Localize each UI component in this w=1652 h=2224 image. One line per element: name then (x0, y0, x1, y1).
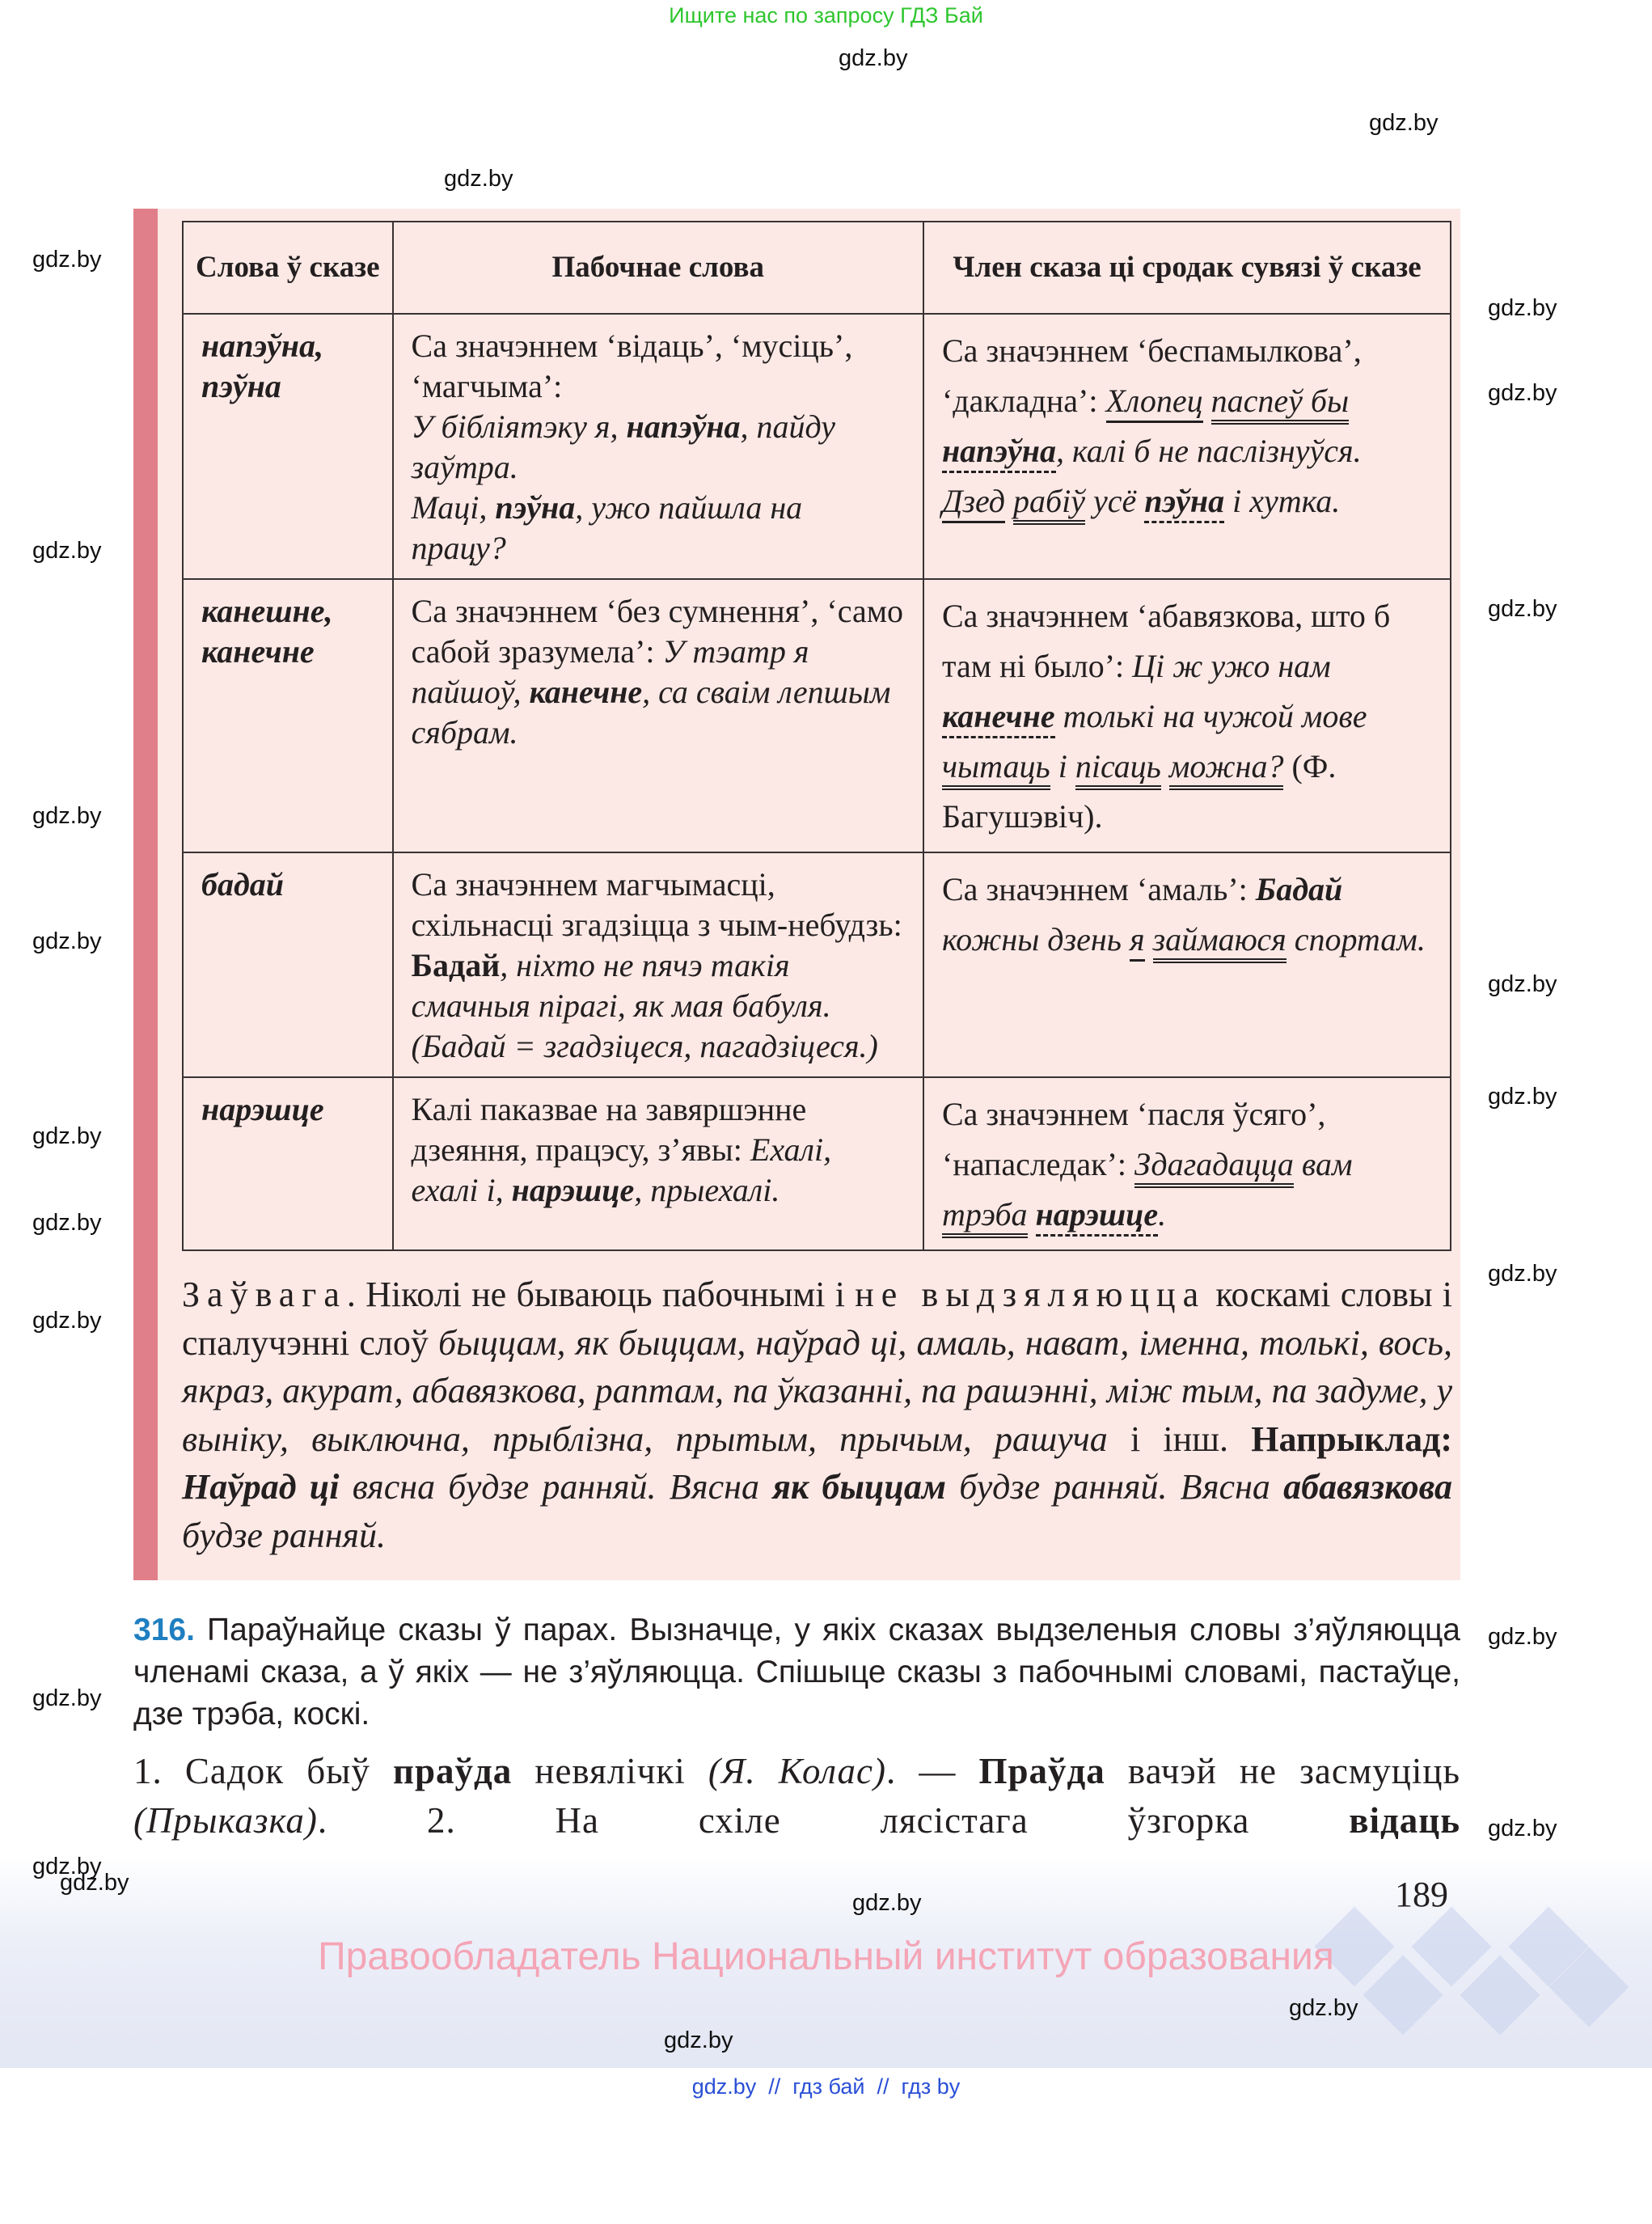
text-segment: (Ф. Багушэвіч). (941, 748, 1337, 835)
page-number: 189 (1395, 1875, 1448, 1914)
watermark: gdz.by (1488, 596, 1557, 622)
note-paragraph (182, 1271, 1452, 1559)
underlined-text: паспеў бы (1211, 383, 1349, 425)
text-segment: Бадай (1255, 871, 1343, 907)
watermark: gdz.by (1289, 1995, 1358, 2021)
text-segment: канечне (201, 633, 315, 670)
watermark: gdz.by (32, 1308, 102, 1334)
text-segment: канечне (529, 674, 643, 710)
cell-introductory (393, 579, 923, 852)
text-segment: канешне, (201, 593, 333, 629)
underlined-text: Здагадацца (1134, 1146, 1294, 1188)
text-segment: , ніхто не пячэ такія смачныя пірагі, як мая бабуля. (Бадай = згадзіцеся, пагадзіцеся.) (411, 947, 878, 1064)
watermark: gdz.by (32, 928, 102, 954)
text-segment: коскамі словы і спалучэнні слоў (182, 1275, 1452, 1363)
page-content (133, 0, 1460, 1846)
text-segment: праўда (393, 1751, 513, 1791)
text-segment: Напрыклад: (1251, 1419, 1452, 1459)
text-segment (1145, 921, 1153, 958)
text-segment: , калі б не паслізнуўся. (1055, 433, 1362, 469)
watermark: gdz.by (1488, 971, 1557, 997)
watermark: gdz.by (1488, 380, 1557, 406)
cell-member (923, 314, 1451, 579)
text-segment: спортам. (1286, 921, 1426, 958)
table-row (183, 579, 1451, 852)
header-introductory: Пабочнае слова (393, 222, 923, 314)
text-segment: , прыехалі. (634, 1172, 780, 1208)
table-row (183, 314, 1451, 579)
watermark: gdz.by (32, 538, 102, 564)
table-header-row (183, 222, 1451, 314)
underlined-text: пісаць (1075, 748, 1161, 790)
underlined-text: я (1130, 921, 1145, 962)
text-segment: відаць (1349, 1800, 1460, 1841)
watermark: gdz.by (852, 1890, 922, 1916)
watermark: gdz.by (1369, 110, 1439, 136)
text-segment: (Прыказка) (133, 1800, 318, 1841)
cell-introductory (393, 852, 923, 1077)
underlined-text: Дзед (942, 483, 1005, 523)
text-segment: напэўна (626, 408, 741, 445)
text-segment: быццам, як быццам, наўрад ці, амаль, нават, іменна, толькі, вось, якраз, акурат, абавязкова, раптам, па ўказанні, па рашэнні, між тым, па задуме, у выніку, выключна, прыблізна, прытым, прычым, рашуча (182, 1322, 1452, 1459)
text-segment: пэўна (495, 489, 576, 526)
text-segment: вачэй не засмуціць (1105, 1751, 1460, 1791)
text-segment: Са значэннем ‘пасля ўсяго’, ‘напаследак’: (941, 1096, 1326, 1182)
cell-word (183, 852, 393, 1077)
text-segment: Ехалі, ехалі і, (411, 1131, 832, 1208)
underlined-text: пэўна (1144, 483, 1224, 523)
watermark: gdz.by (32, 1210, 102, 1236)
search-banner: Ищите нас по запросу ГДЗ Бай (669, 3, 983, 27)
text-segment: Са значэннем ‘амаль’: (941, 871, 1256, 907)
text-segment: пэўна (201, 368, 281, 404)
text-segment: будзе ранняй. (182, 1515, 387, 1555)
text-segment (1161, 748, 1169, 784)
text-segment: У бібліятэку я, (411, 408, 627, 445)
text-segment: . (1158, 1196, 1167, 1233)
copyright-watermark: Правообладатель Национальный институт образования (318, 1935, 1334, 1978)
table-row (183, 852, 1451, 1077)
text-segment: 1. Садок быў (133, 1751, 394, 1791)
text-segment (1203, 383, 1211, 419)
cell-word (183, 1077, 393, 1250)
text-segment (1028, 1196, 1036, 1233)
text-segment: як быццам (772, 1467, 946, 1507)
text-segment: (Я. Колас) (708, 1751, 886, 1791)
text-segment: Маці, (411, 489, 496, 526)
watermark: gdz.by (1488, 1816, 1557, 1841)
text-segment: Са значэннем магчымасці, схільнасці згадзіцца з чым-небудзь: (411, 866, 902, 943)
underlined-text: можна? (1169, 748, 1284, 790)
underlined-text: Хлопец (1106, 383, 1203, 423)
watermark: gdz.by (1488, 1624, 1557, 1650)
text-segment: . — (885, 1751, 979, 1791)
text-segment: Са значэннем ‘відаць’, ‘мусіць’, ‘магчыма’: (411, 328, 853, 404)
header-words: Слова ў сказе (183, 222, 393, 314)
text-segment: Са значэннем ‘без сумнення’, ‘само сабой зразумела’: (411, 593, 904, 670)
text-segment: напэўна, (201, 328, 324, 364)
table-row (183, 1077, 1451, 1250)
text-segment: нарэшце (201, 1091, 324, 1127)
watermark: gdz.by (32, 1685, 102, 1711)
underlined-text: займаюся (1153, 921, 1287, 963)
exercise-sentences (133, 1747, 1460, 1846)
watermark: gdz.by (32, 1123, 102, 1149)
cell-member (923, 852, 1451, 1077)
text-segment: будзе ранняй. Вясна (945, 1467, 1284, 1507)
exercise-text: Параўнайце сказы ў парах. Вызначце, у якіх сказах выдзеленыя словы з’яўляюцца членамі сказа, а ў якіх — не з’яўляюцца. Спішыце сказы з пабочнымі словамі, пастаўце, дзе трэба, коскі. (133, 1613, 1460, 1731)
text-segment: і хутка. (1224, 483, 1341, 519)
underlined-text: нарэшце (1036, 1196, 1159, 1237)
rule-box (133, 209, 1460, 1580)
cell-word (183, 314, 393, 579)
text-segment: . Ніколі не бываюць пабочнымі і (346, 1275, 856, 1314)
watermark: gdz.by (32, 247, 102, 273)
text-segment: , пайду заўтра. (411, 408, 836, 485)
text-segment: нарэшце (511, 1172, 635, 1208)
text-segment: вясна будзе ранняй. Вясна (339, 1467, 773, 1507)
text-segment: і (1050, 748, 1075, 784)
text-segment: Заўвага (182, 1275, 347, 1314)
watermark: gdz.by (664, 2027, 733, 2053)
text-segment: Наўрад ці (182, 1467, 340, 1507)
watermark: gdz.by (32, 1854, 102, 1879)
text-segment: невялічкі (512, 1751, 708, 1791)
text-segment: , са сваім лепшым сябрам. (411, 674, 891, 750)
text-segment: Калі паказвае на завяршэнне дзеяння, працэсу, з’явы: (411, 1091, 807, 1168)
text-segment: абавязкова (1283, 1467, 1452, 1507)
text-segment: вам (1293, 1146, 1353, 1182)
underlined-text: канечне (942, 698, 1055, 738)
underlined-text: рабіў (1013, 483, 1085, 525)
text-segment: У тэатр я пайшоў, (411, 633, 809, 710)
watermark: gdz.by (60, 1870, 129, 1896)
text-segment: Са значэннем ‘абавязкова, што б там ні было’: (941, 598, 1391, 684)
watermark: gdz.by (1488, 1084, 1557, 1110)
underlined-text: чытаць (942, 748, 1050, 790)
watermark: gdz.by (444, 166, 513, 192)
cell-introductory (393, 314, 923, 579)
underlined-text: напэўна (942, 433, 1056, 473)
underlined-text: трэба (942, 1196, 1028, 1238)
cell-member (923, 1077, 1451, 1250)
text-segment: усё (1085, 483, 1145, 519)
text-segment (1005, 483, 1013, 519)
footer-links[interactable]: gdz.by // гдз бай // гдз by (691, 2074, 961, 2099)
text-segment: . 2. На схіле лясістага ўзгорка (317, 1800, 1350, 1841)
text-segment: толькі на чужой мове (1054, 698, 1367, 734)
text-segment: Са значэннем ‘беспамылкова’, ‘дакладна’: (941, 332, 1362, 419)
cell-member (923, 579, 1451, 852)
header-sentence-member: Член сказа ці сродак сувязі ў сказе (923, 222, 1451, 314)
watermark: gdz.by (839, 45, 908, 71)
text-segment: не выдзяляюцца (855, 1275, 1206, 1314)
text-segment: бадай (201, 866, 285, 903)
text-segment: Праўда (978, 1751, 1105, 1791)
introductory-words-table (182, 221, 1451, 1251)
text-segment: Бадай (411, 947, 501, 983)
exercise-316 (133, 1609, 1460, 1736)
exercise-number: 316. (133, 1613, 195, 1647)
cell-word (183, 579, 393, 852)
cell-introductory (393, 1077, 923, 1250)
text-segment: і інш. (1107, 1419, 1252, 1459)
watermark: gdz.by (32, 803, 102, 829)
footer-band (0, 1854, 1652, 2068)
watermark: gdz.by (1488, 295, 1557, 321)
watermark: gdz.by (1488, 1261, 1557, 1287)
text-segment: кожны дзень (941, 921, 1130, 958)
text-segment: , ужо пайшла на працу? (411, 489, 803, 566)
text-segment: Ці ж ужо нам (1132, 648, 1331, 684)
